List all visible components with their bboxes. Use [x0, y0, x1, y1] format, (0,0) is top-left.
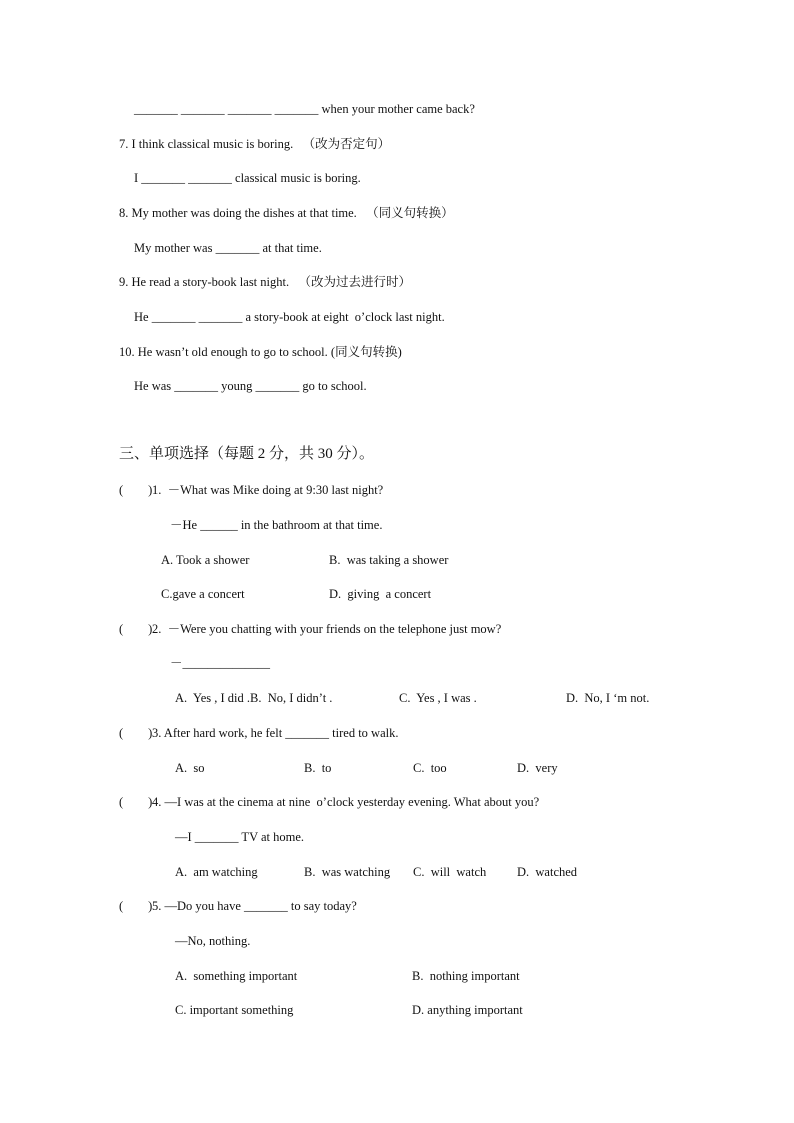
question-9-answer: He _______ _______ a story-book at eight o’clock last night.: [134, 310, 445, 324]
question-stem: 5. —Do you have _______ to say today?: [152, 899, 357, 913]
option-d: D. giving a concert: [329, 587, 432, 601]
option-c: C. will watch: [413, 865, 487, 879]
answer-bracket: ( ): [119, 726, 153, 740]
option-d: D. watched: [517, 865, 578, 879]
question-stem: 2. －Were you chatting with your friends on the telephone just mow?: [152, 622, 502, 636]
option-b: B. nothing important: [412, 969, 520, 983]
question-stem: 1. －What was Mike doing at 9:30 last night?: [152, 483, 384, 497]
option-a-b: A. Yes , I did .B. No, I didn’t .: [175, 691, 333, 705]
question-8-answer: My mother was _______ at that time.: [134, 241, 322, 255]
option-d: D. very: [517, 761, 558, 775]
question-7-answer: I _______ _______ classical music is boring.: [134, 171, 361, 185]
option-a: A. so: [175, 761, 205, 775]
option-b: B. was watching: [304, 865, 391, 879]
answer-bracket: ( ): [119, 899, 153, 913]
option-c: C. important something: [175, 1003, 294, 1017]
section-3-title: 三、单项选择（每题 2 分，共 30 分）。: [119, 446, 375, 462]
question-10: 10. He wasn’t old enough to go to school. (同义句转换): [119, 345, 402, 359]
question-reply: —No, nothing.: [175, 934, 251, 948]
option-a: A. am watching: [175, 865, 258, 879]
option-c: C.gave a concert: [161, 587, 245, 601]
question-reply: －He ______ in the bathroom at that time.: [170, 518, 383, 532]
answer-bracket: ( ): [119, 622, 153, 636]
question-reply: －______________: [170, 656, 271, 670]
question-10-answer: He was _______ young _______ go to school.: [134, 379, 367, 393]
option-a: A. Took a shower: [161, 553, 250, 567]
option-b: B. was taking a shower: [329, 553, 449, 567]
option-a: A. something important: [175, 969, 298, 983]
answer-bracket: ( ): [119, 795, 153, 809]
question-9: 9. He read a story-book last night. （改为过去进行时）: [119, 275, 411, 289]
question-7: 7. I think classical music is boring. （改为否定句）: [119, 137, 391, 151]
option-d: D. anything important: [412, 1003, 523, 1017]
question-6-continuation: _______ _______ _______ _______ when your mother came back?: [134, 102, 475, 116]
question-reply: —I _______ TV at home.: [175, 830, 305, 844]
option-c: C. Yes , I was .: [399, 691, 477, 705]
question-stem: 3. After hard work, he felt _______ tired to walk.: [152, 726, 399, 740]
option-d: D. No, I ‘m not.: [566, 691, 650, 705]
question-stem: 4. —I was at the cinema at nine o’clock yesterday evening. What about you?: [152, 795, 540, 809]
option-b: B. to: [304, 761, 332, 775]
question-8: 8. My mother was doing the dishes at that time. （同义句转换）: [119, 206, 454, 220]
answer-bracket: ( ): [119, 483, 153, 497]
option-c: C. too: [413, 761, 447, 775]
